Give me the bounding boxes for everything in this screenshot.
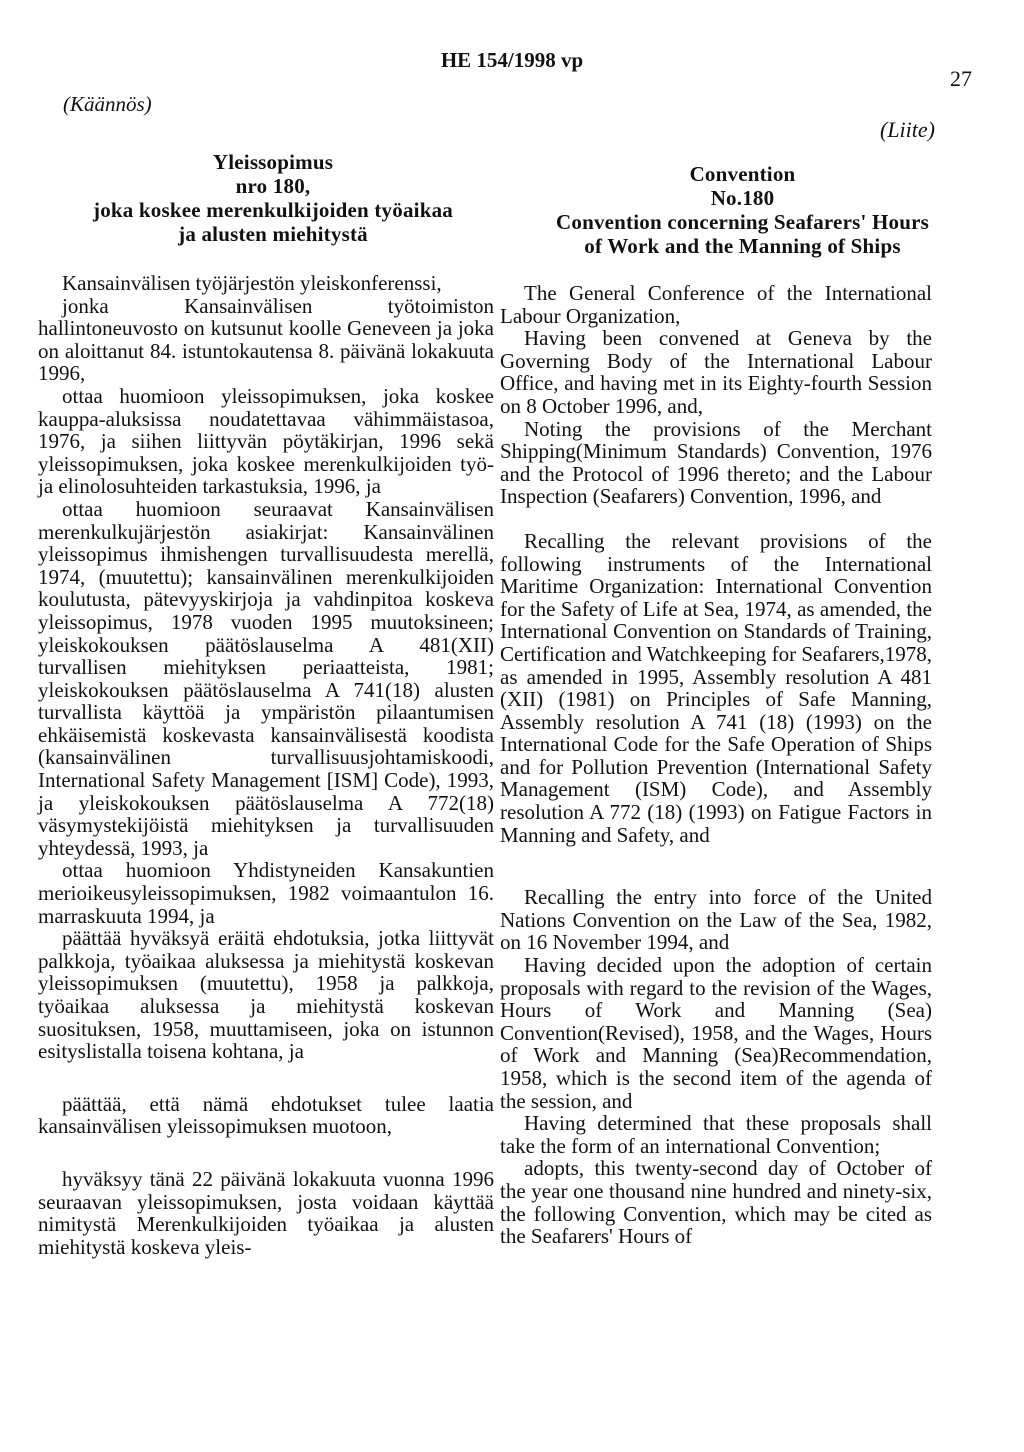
finnish-paragraph: päättää, että nämä ehdotukset tulee laatia kansainvälisen yleissopimuksen muotoon, xyxy=(38,1091,494,1139)
finnish-paragraph: päättää hyväksyä eräitä ehdotuksia, jotka liittyvät palkkoja, työaikaa aluksessa ja miehitystä koskevan yleissopimuksen (muutettu), 1958 ja palkkoja, työaikaa aluksessa ja miehitystä koskevan suosituksen, 1958, muuttamiseen, joka on istunnon esityslistalla toisena kohtana, ja xyxy=(38,926,494,1064)
document-title: HE 154/1998 vp xyxy=(440,48,584,72)
english-paragraph: adopts, this twenty-second day of October of the year one thousand nine hundred and ninety-six, the following Convention, which may be cited as the Seafarers' Hours of xyxy=(500,1156,932,1249)
appendix-label: (Liite) xyxy=(880,117,935,142)
english-heading-line: Convention concerning Seafarers' Hours xyxy=(556,210,929,234)
finnish-heading xyxy=(38,150,508,246)
english-heading-line: No.180 xyxy=(710,186,775,210)
english-paragraph: Recalling the entry into force of the United Nations Convention on the Law of the Sea, 1982, on 16 November 1994, and xyxy=(500,885,932,955)
finnish-paragraph: ottaa huomioon seuraavat Kansainvälisen merenkulkujärjestön asiakirjat: Kansainvälinen yleissopimus ihmishengen turvallisuudesta merellä, 1974, (muutettu); kansainvälinen merenkulkijoiden koulutusta, pätevyyskirjoja ja vahdinpitoa koskeva yleissopimus, 1978 vuoden 1995 muutoksineen; yleiskokouksen päätöslauselma A 481(XII) turvallisen miehityksen periaatteista, 1981; yleiskokouksen päätöslauselma A 741(18) alusten turvallista käyttöä ja ympäristön pilaantumisen ehkäisemistä koskevasta kansainvälisestä koodista (kansainvälinen turvallisuusjohtamiskoodi, International Safety Management [ISM] Code), 1993, ja yleiskokouksen päätöslauselma A 772(18) väsymystekijöistä miehityksen ja turvallisuuden yhteydessä, 1993, ja xyxy=(38,496,494,860)
finnish-heading-line: ja alusten miehitystä xyxy=(178,222,368,246)
finnish-heading-line: Yleissopimus xyxy=(212,150,334,174)
translation-label: (Käännös) xyxy=(63,92,152,116)
finnish-paragraph: Kansainvälisen työjärjestön yleiskonferenssi, xyxy=(62,271,442,295)
finnish-heading-line: joka koskee merenkulkijoiden työaikaa xyxy=(93,198,453,222)
english-paragraph: Recalling the relevant provisions of the following instruments of the International Maritime Organization: International Convention for the Safety of Life at Sea, 1974, as amended, the International Convention on Standards of Training, Certification and Watchkeeping for Seafarers,1978, as amended in 1995, Assembly resolution A 481 (XII) (1981) on Principles of Safe Manning, Assembly resolution A 741 (18) (1993) on the International Code for the Safe Operation of Ships and for Pollution Prevention (International Safety Management (ISM) Code), and Assembly resolution A 772 (18) (1993) on Fatigue Factors in Manning and Safety, and xyxy=(500,528,932,847)
english-heading-line: Convention xyxy=(689,162,796,186)
page-number: 27 xyxy=(950,66,972,91)
english-paragraph: Having determined that these proposals shall take the form of an international Convention; xyxy=(500,1111,932,1158)
finnish-paragraph: ottaa huomioon Yhdistyneiden Kansakuntien merioikeusyleissopimuksen, 1982 voimaantulon 16. marraskuuta 1994, ja xyxy=(38,858,494,928)
english-paragraph: The General Conference of the International Labour Organization, xyxy=(500,281,932,328)
english-heading-line: of Work and the Manning of Ships xyxy=(584,234,901,258)
english-paragraph: Having been convened at Geneva by the Governing Body of the International Labour Office, and having met in its Eighty-fourth Session on 8 October 1996, and, xyxy=(500,326,932,418)
finnish-paragraph: hyväksyy tänä 22 päivänä lokakuuta vuonna 1996 seuraavan yleissopimuksen, josta voidaan käyttää nimitystä Merenkulkijoiden työaikaa ja alusten miehitystä koskeva yleis- xyxy=(38,1166,494,1259)
finnish-column xyxy=(38,272,494,1258)
finnish-paragraph: ottaa huomioon yleissopimuksen, joka koskee kauppa-aluksissa noudatettavaa vähimmäistasoa, 1976, ja siihen liittyvän pöytäkirjan, 1996 sekä yleissopimuksen, joka koskee merenkulkijoiden työ- ja elinolosuhteiden tarkastuksia, 1996, ja xyxy=(38,383,494,499)
english-paragraph: Noting the provisions of the Merchant Shipping(Minimum Standards) Convention, 1976 and the Protocol of 1996 thereto; and the Labour Inspection (Seafarers) Convention, 1996, and xyxy=(500,416,932,509)
english-column xyxy=(500,282,932,1248)
english-paragraph: Having decided upon the adoption of certain proposals with regard to the revision of the Wages, Hours of Work and Manning (Sea) Convention(Revised), 1958, and the Wages, Hours of Work and Manning (Sea)Recommendation, 1958, which is the second item of the agenda of the session, and xyxy=(500,953,932,1113)
finnish-heading-line: nro 180, xyxy=(235,174,311,198)
finnish-paragraph: jonka Kansainvälisen työtoimiston hallintoneuvosto on kutsunut koolle Geneveen ja joka on aloittanut 84. istuntokautensa 8. päivänä lokakuuta 1996, xyxy=(38,293,494,386)
english-heading xyxy=(495,162,990,258)
